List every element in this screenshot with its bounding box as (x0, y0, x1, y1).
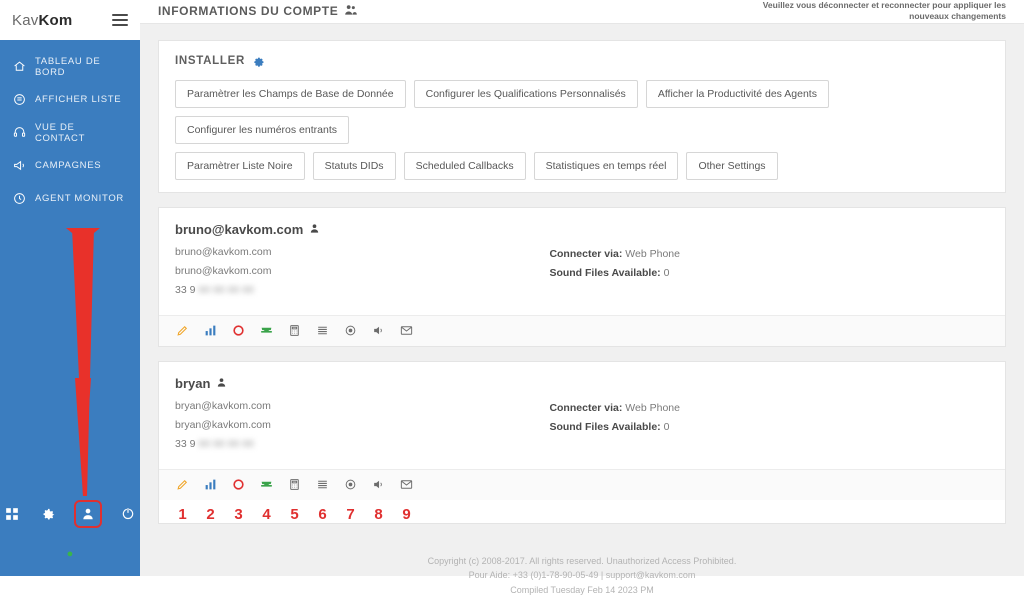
logout-icon[interactable] (120, 506, 136, 522)
record-circle-icon[interactable] (231, 323, 246, 338)
account-sound-value: 0 (663, 266, 670, 279)
installer-card (158, 40, 1006, 193)
user-pair-icon (344, 3, 358, 20)
sidebar-item-label: VUE DE CONTACT (35, 121, 86, 144)
installer-button-scheduled-callbacks[interactable]: Scheduled Callbacks (404, 152, 526, 180)
account-sound-label: Sound Files Available: (549, 420, 661, 433)
installer-button-statuts-dids[interactable]: Statuts DIDs (313, 152, 396, 180)
account-name (175, 222, 989, 237)
account-connecter-value: Web Phone (625, 247, 680, 260)
list-lines-icon[interactable] (315, 323, 330, 338)
account-connecter-label: Connecter via: (549, 401, 623, 414)
annotation-arrow (62, 228, 104, 496)
account-action-bar (159, 469, 1005, 500)
brand-header (0, 0, 140, 40)
installer-button-statistiques-temps-reel[interactable]: Statistiques en temps réel (534, 152, 679, 180)
sidebar-dock (0, 502, 140, 526)
speaker-icon[interactable] (371, 323, 386, 338)
sidebar-item-label: CAMPAGNES (35, 160, 102, 171)
user-icon (216, 376, 227, 391)
topbar-notice-line1: Veuillez vous déconnecter et reconnecter pour appliquer les (762, 0, 1006, 10)
main-area (140, 0, 1024, 595)
installer-buttons-row-2 (175, 152, 989, 180)
calculator-icon[interactable] (287, 477, 302, 492)
list-icon (12, 93, 26, 107)
sidebar-item-label: AFFICHER LISTE (35, 94, 122, 105)
account-name-text: bruno@kavkom.com (175, 221, 304, 237)
calculator-icon[interactable] (287, 323, 302, 338)
monitor-icon (12, 192, 26, 206)
annotation-number: 3 (234, 505, 243, 523)
footer-support: Pour Aide: +33 (0)1-78-90-05-49 | support@kavkom.com (468, 570, 696, 581)
account-sound-label: Sound Files Available: (549, 266, 661, 279)
annotation-number: 2 (206, 505, 215, 523)
envelope-icon[interactable] (399, 477, 414, 492)
list-lines-icon[interactable] (315, 477, 330, 492)
account-name-text: bryan (175, 375, 211, 391)
annotation-number: 7 (346, 505, 355, 523)
sidebar-item-campagnes[interactable] (0, 149, 140, 182)
account-phone-prefix: 33 9 (175, 283, 196, 296)
annotation-numbers (159, 500, 1005, 523)
gear-icon[interactable] (40, 506, 56, 522)
account-phone (175, 284, 549, 296)
account-sound-files (549, 421, 989, 433)
annotation-number: 4 (262, 505, 271, 523)
target-icon[interactable] (343, 323, 358, 338)
gear-icon[interactable] (252, 55, 265, 68)
account-connecter-label: Connecter via: (549, 247, 623, 260)
sidebar-item-vue-de-contact[interactable] (0, 116, 140, 149)
account-connecter-via (549, 402, 989, 414)
hamburger-menu-icon[interactable] (112, 14, 128, 26)
brand-logo[interactable] (12, 12, 72, 29)
account-connecter-via (549, 248, 989, 260)
page-title (158, 3, 358, 20)
user-icon[interactable] (76, 502, 100, 526)
account-connecter-value: Web Phone (625, 401, 680, 414)
account-email-primary: bryan@kavkom.com (175, 399, 271, 412)
footer (158, 538, 1006, 597)
content-area (140, 24, 1024, 597)
account-phone-prefix: 33 9 (175, 437, 196, 450)
account-email-primary: bruno@kavkom.com (175, 245, 272, 258)
installer-title-text: INSTALLER (175, 55, 245, 68)
installer-button-liste-noire[interactable]: Paramètrer Liste Noire (175, 152, 305, 180)
sidebar-nav (0, 40, 140, 215)
status-dot-online: ● (66, 548, 74, 560)
brand-logo-bold: Kom (38, 11, 73, 29)
installer-header (175, 55, 989, 68)
installer-buttons-row-1 (175, 80, 989, 144)
account-card (158, 207, 1006, 347)
installer-button-qualifications-personnalises[interactable]: Configurer les Qualifications Personnalisés (414, 80, 638, 108)
account-action-bar (159, 315, 1005, 346)
megaphone-icon (12, 159, 26, 173)
sidebar-item-afficher-liste[interactable] (0, 83, 140, 116)
account-phone (175, 438, 549, 450)
footer-copyright: Copyright (c) 2008-2017. All rights reserved. Unauthorized Access Prohibited. (427, 555, 737, 566)
home-icon (12, 60, 26, 74)
sidebar-item-label: AGENT MONITOR (35, 193, 124, 204)
bar-chart-icon[interactable] (203, 477, 218, 492)
account-email-secondary: bryan@kavkom.com (175, 418, 271, 431)
edit-pencil-icon[interactable] (175, 477, 190, 492)
phone-icon[interactable] (259, 477, 274, 492)
account-phone-masked: 00 00 00 00 (198, 437, 254, 450)
bar-chart-icon[interactable] (203, 323, 218, 338)
annotation-number: 8 (374, 505, 383, 523)
account-name (175, 376, 989, 391)
topbar-notice (763, 0, 1006, 23)
annotation-number: 6 (318, 505, 327, 523)
sidebar-item-tableau-de-bord[interactable] (0, 50, 140, 83)
record-circle-icon[interactable] (231, 477, 246, 492)
phone-icon[interactable] (259, 323, 274, 338)
topbar (140, 0, 1024, 24)
envelope-icon[interactable] (399, 323, 414, 338)
account-email-secondary: bruno@kavkom.com (175, 264, 272, 277)
footer-compiled: Compiled Tuesday Feb 14 2023 PM (510, 584, 654, 595)
sidebar (0, 0, 140, 576)
annotation-number: 5 (290, 505, 299, 523)
speaker-icon[interactable] (371, 477, 386, 492)
target-icon[interactable] (343, 477, 358, 492)
grid-icon[interactable] (4, 506, 20, 522)
sidebar-item-agent-monitor[interactable] (0, 182, 140, 215)
account-phone-masked: 00 00 00 00 (198, 283, 254, 296)
account-sound-value: 0 (663, 420, 670, 433)
user-icon (309, 222, 320, 237)
installer-button-champs-base-donnee[interactable]: Paramètrer les Champs de Base de Donnée (175, 80, 406, 108)
installer-button-productivite-agents[interactable]: Afficher la Productivité des Agents (646, 80, 829, 108)
installer-button-other-settings[interactable]: Other Settings (686, 152, 777, 180)
installer-button-numeros-entrants[interactable]: Configurer les numéros entrants (175, 116, 349, 144)
account-sound-files (549, 267, 989, 279)
annotation-number: 1 (178, 505, 187, 523)
headset-icon (12, 126, 26, 140)
sidebar-item-label: TABLEAU DE BORD (35, 55, 101, 78)
annotation-number: 9 (402, 505, 411, 523)
edit-pencil-icon[interactable] (175, 323, 190, 338)
topbar-notice-line2: nouveaux changements (909, 11, 1006, 22)
brand-logo-light: Kav (12, 11, 39, 29)
page-title-text: INFORMATIONS DU COMPTE (158, 4, 339, 19)
account-card (158, 361, 1006, 524)
